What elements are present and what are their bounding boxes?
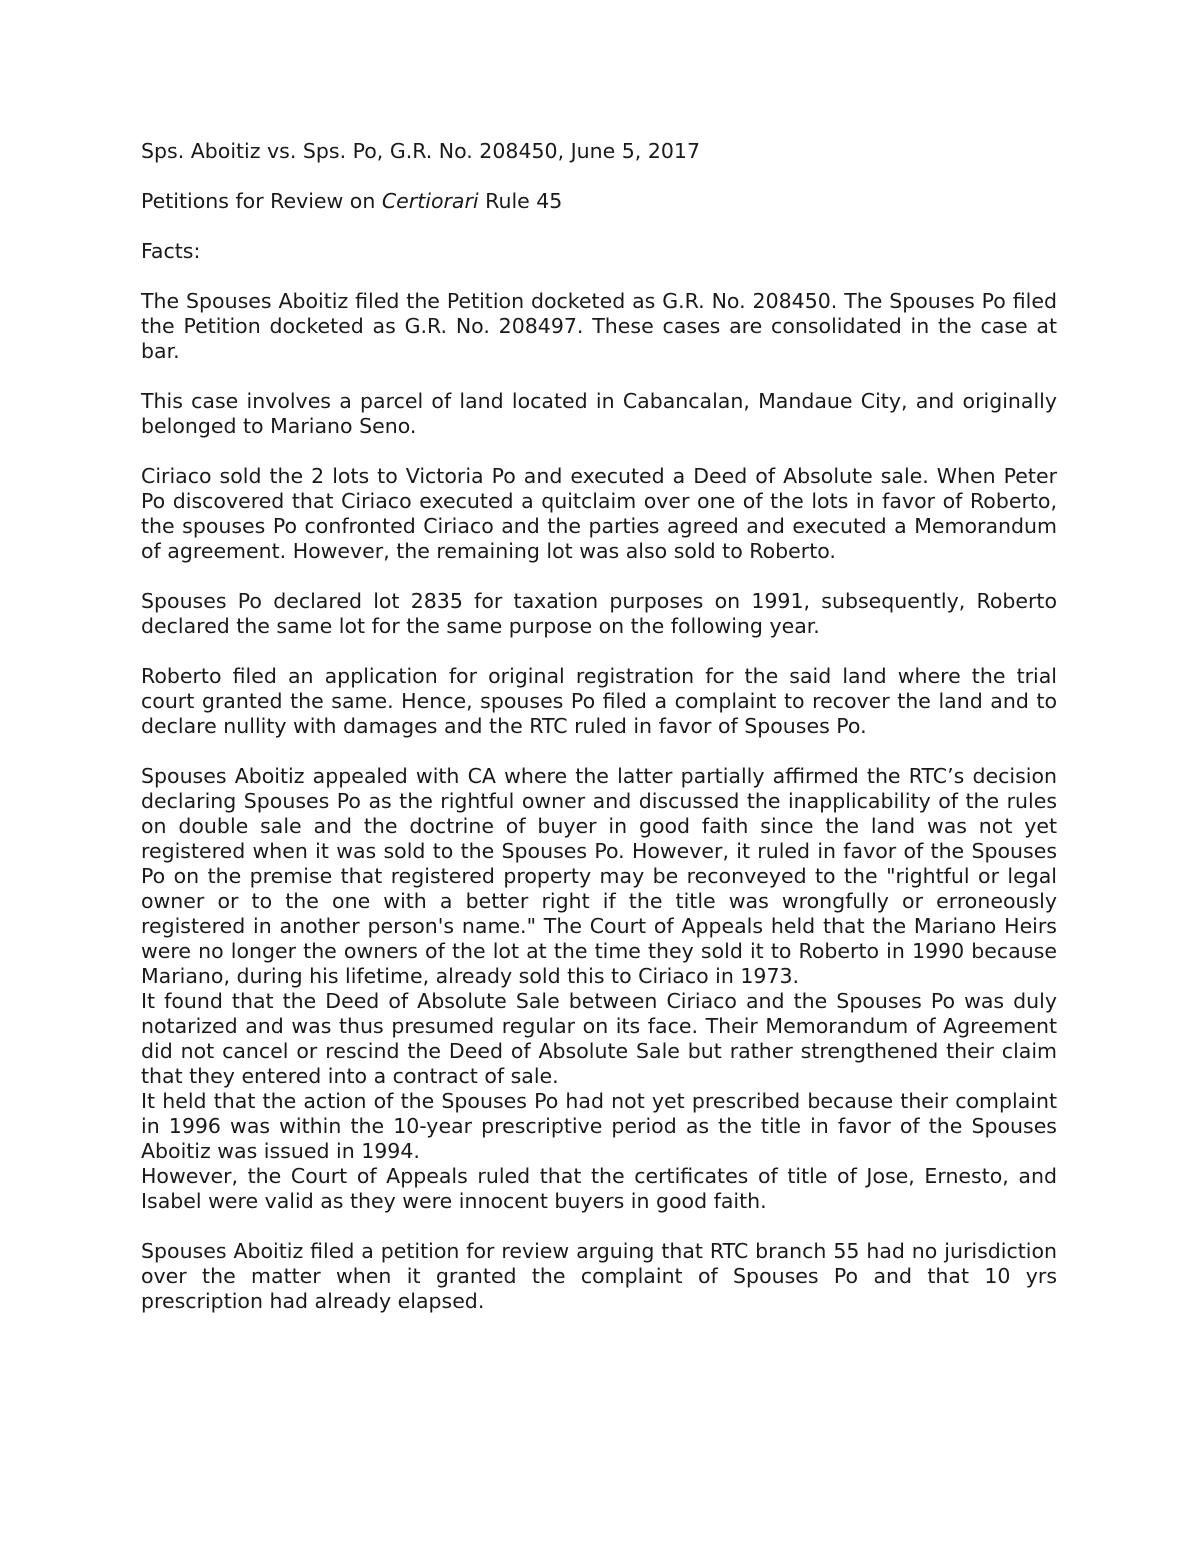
petition-type (141, 189, 1057, 214)
paragraph-innocent-buyers: However, the Court of Appeals ruled that the certificates of title of Jose, Ernesto, and Isabel were valid as they were innocent buyers in good faith. (141, 1164, 1057, 1213)
paragraph-appeal: Spouses Aboitiz appealed with CA where the latter partially affirmed the RTC’s decision declaring Spouses Po as the rightful owner and discussed the inapplicability of the rules on double sale and the doctrine of buyer in good faith since the land was not yet registered when it was sold to the Spouses Po. However, it ruled in favor of the Spouses Po on the premise that registered property may be reconveyed to the "rightful or legal owner or to the one with a better right if the title was wrongfully or erroneously registered in another person's name." The Court of Appeals held that the Mariano Heirs were no longer the owners of the lot at the time they sold it to Roberto in 1990 because Mariano, during his lifetime, already sold this to Ciriaco in 1973. (141, 764, 1057, 988)
paragraph-registration: Roberto filed an application for original registration for the said land where the trial court granted the same. Hence, spouses Po filed a complaint to recover the land and to declare nullity with damages and the RTC ruled in favor of Spouses Po. (141, 664, 1057, 738)
paragraph-sale: Ciriaco sold the 2 lots to Victoria Po and executed a Deed of Absolute sale. When Peter Po discovered that Ciriaco executed a quitclaim over one of the lots in favor of Roberto, the spouses Po confronted Ciriaco and the parties agreed and executed a Memorandum of agreement. However, the remaining lot was also sold to Roberto. (141, 464, 1057, 563)
facts-heading: Facts: (141, 239, 201, 263)
petition-prefix: Petitions for Review on (141, 189, 382, 213)
paragraph-petition-review: Spouses Aboitiz filed a petition for review arguing that RTC branch 55 had no jurisdiction over the matter when it granted the complaint of Spouses Po and that 10 yrs prescription had already elapsed. (141, 1239, 1057, 1313)
paragraph-prescription: It held that the action of the Spouses Po had not yet prescribed because their complaint in 1996 was within the 10-year prescriptive period as the title in favor of the Spouses Aboitiz was issued in 1994. (141, 1089, 1057, 1163)
case-title: Sps. Aboitiz vs. Sps. Po, G.R. No. 208450, June 5, 2017 (141, 139, 701, 163)
paragraph-consolidation: The Spouses Aboitiz filed the Petition docketed as G.R. No. 208450. The Spouses Po filed the Petition docketed as G.R. No. 208497. These cases are consolidated in the case at bar. (141, 289, 1057, 363)
paragraph-taxation: Spouses Po declared lot 2835 for taxation purposes on 1991, subsequently, Roberto declared the same lot for the same purpose on the following year. (141, 589, 1057, 638)
petition-italic: Certiorari (381, 189, 479, 213)
paragraph-deed-notarized: It found that the Deed of Absolute Sale between Ciriaco and the Spouses Po was duly notarized and was thus presumed regular on its face. Their Memorandum of Agreement did not cancel or rescind the Deed of Absolute Sale but rather strengthened their claim that they entered into a contract of sale. (141, 989, 1057, 1088)
document-page (141, 139, 1057, 1314)
petition-suffix: Rule 45 (478, 189, 563, 213)
paragraph-land: This case involves a parcel of land located in Cabancalan, Mandaue City, and originally belonged to Mariano Seno. (141, 389, 1057, 438)
